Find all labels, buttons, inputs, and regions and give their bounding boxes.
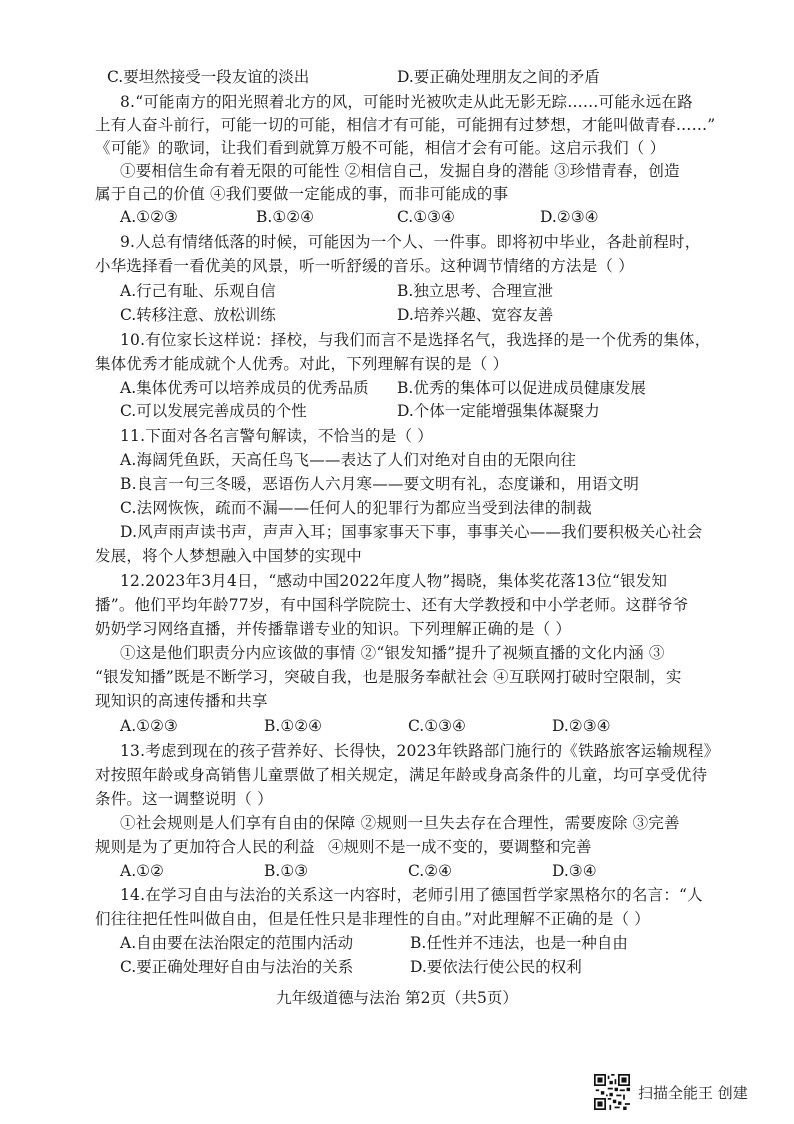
q8-option: D.②③④ xyxy=(540,208,599,226)
q7-option-d: D.要正确处理朋友之间的矛盾 xyxy=(397,68,600,86)
q10-stem-line: 集体优秀才能成就个人优秀。对此，下列理解有误的是（ ） xyxy=(95,355,509,373)
q9-option: C.转移注意、放松训练 xyxy=(120,306,276,324)
q13-option: D.③④ xyxy=(552,862,597,880)
q13-option: A.①② xyxy=(120,862,164,880)
q13-option: B.①③ xyxy=(264,862,309,880)
q13-stem-line: 对按照年龄或身高销售儿童票做了相关规定，满足年龄或身高条件的儿童，均可享受优待 xyxy=(95,766,708,784)
q11-option-line: B.良言一句三冬暖，恶语伤人六月寒——要文明有礼，态度谦和，用语文明 xyxy=(120,475,640,493)
q10-option: D.个体一定能增强集体凝聚力 xyxy=(397,402,600,420)
q8-stem-line: 《可能》的歌词，让我们看到就算万般不可能，相信才会有可能。这启示我们（ ） xyxy=(95,139,666,157)
q9-option: D.培养兴趣、宽容友善 xyxy=(397,306,554,324)
q10-option: B.优秀的集体可以促进成员健康发展 xyxy=(397,379,646,397)
q12-stem-line: 12.2023年3月4日，“感动中国2022年度人物”揭晓，集体奖花落13位“银发知 xyxy=(120,572,668,590)
scanner-watermark xyxy=(594,1072,748,1112)
q8-option: A.①②③ xyxy=(120,208,178,226)
q12-stem-line: ①这是他们职责分内应该做的事情 ②“银发知播”提升了视频直播的文化内涵 ③ xyxy=(120,644,665,662)
q8-option: C.①③④ xyxy=(397,208,455,226)
q13-stem-line: 13.考虑到现在的孩子营养好、长得快，2023年铁路部门施行的《铁路旅客运输规程》 xyxy=(120,742,720,760)
q14-stem-line: 们往往把任性叫做自由，但是任性只是非理性的自由。”对此理解不正确的是（ ） xyxy=(95,910,651,928)
watermark-text: 扫描全能王 创建 xyxy=(638,1083,748,1102)
q12-option: D.②③④ xyxy=(552,717,611,735)
q12-stem-line: 播”。他们平均年龄77岁，有中国科学院院士、还有大学教授和中小学老师。这群爷爷 xyxy=(95,596,689,614)
q12-stem-line: 奶奶学习网络直播，并传播靠谱专业的知识。下列理解正确的是（ ） xyxy=(95,620,572,638)
q9-option: A.行己有耻、乐观自信 xyxy=(120,282,276,300)
q13-option: ④规则不是一成不变的，要调整和完善 xyxy=(328,838,592,856)
page-footer: 九年级道德与法治 第2页（共5页） xyxy=(276,989,518,1007)
q14-option: A.自由要在法治限定的范围内活动 xyxy=(120,934,354,952)
q13-stem-line: 规则是为了更加符合人民的利益 xyxy=(95,838,315,856)
q13-stem-line: 条件。这一调整说明（ ） xyxy=(95,790,273,808)
q11-option-line: 发展，将个人梦想融入中国梦的实现中 xyxy=(95,547,362,565)
q8-stem-line: ①要相信生命有着无限的可能性 ②相信自己，发掘自身的潜能 ③珍惜青春，创造 xyxy=(120,162,680,180)
q9-stem-line: 9.人总有情绪低落的时候，可能因为一个人、一件事。即将初中毕业，各赴前程时， xyxy=(120,233,701,251)
q8-stem-line: 属于自己的价值 ④我们要做一定能成的事，而非可能成的事 xyxy=(95,185,509,203)
q12-stem-line: “银发知播”既是不断学习，突破自我，也是服务奉献社会 ④互联网打破时空限制，实 xyxy=(95,668,682,686)
q14-stem-line: 14.在学习自由与法治的关系这一内容时，老师引用了德国哲学家黑格尔的名言：“人 xyxy=(120,886,703,904)
q10-stem-line: 10.有位家长这样说：择校，与我们而言不是选择名气，我选择的是一个优秀的集体， xyxy=(120,331,711,349)
q11-option-line: A.海阔凭鱼跃，天高任鸟飞——表达了人们对绝对自由的无限向往 xyxy=(120,451,577,469)
q10-option: C.可以发展完善成员的个性 xyxy=(120,402,307,420)
q9-stem-line: 小华选择看一看优美的风景，听一听舒缓的音乐。这种调节情绪的方法是（ ） xyxy=(95,257,634,275)
q10-option: A.集体优秀可以培养成员的优秀品质 xyxy=(120,379,369,397)
q14-option: D.要依法行使公民的权利 xyxy=(410,958,582,976)
q8-option: B.①②④ xyxy=(256,208,315,226)
q11-option-line: D.风声雨声读书声，声声入耳；国事家事天下事，事事关心——我们要积极关心社会 xyxy=(120,523,703,541)
q8-stem-line: 上有人奋斗前行，可能一切的可能，相信才有可能，可能拥有过梦想，才能叫做青春……” xyxy=(95,116,716,134)
q12-stem-line: 现知识的高速传播和共享 xyxy=(95,692,268,710)
q9-option: B.独立思考、合理宣泄 xyxy=(397,282,553,300)
q11-stem: 11.下面对各名言警句解读，不恰当的是（ ） xyxy=(120,427,433,445)
q13-stem-line: ①社会规则是人们享有自由的保障 ②规则一旦失去存在合理性，需要废除 ③完善 xyxy=(120,814,680,832)
q12-option: B.①②④ xyxy=(264,717,323,735)
q8-stem-line: 8.“可能南方的阳光照着北方的风，可能时光被吹走从此无影无踪……可能永远在路 xyxy=(120,93,693,111)
q7-option-c: C.要坦然接受一段友谊的淡出 xyxy=(107,68,310,86)
q13-option: C.②④ xyxy=(408,862,453,880)
q12-option: C.①③④ xyxy=(408,717,466,735)
q14-option: B.任性并不违法，也是一种自由 xyxy=(410,934,628,952)
qr-code-icon xyxy=(594,1074,630,1110)
q14-option: C.要正确处理好自由与法治的关系 xyxy=(120,958,354,976)
q12-option: A.①②③ xyxy=(120,717,178,735)
q11-option-line: C.法网恢恢，疏而不漏——任何人的犯罪行为都应当受到法律的制裁 xyxy=(120,499,592,517)
